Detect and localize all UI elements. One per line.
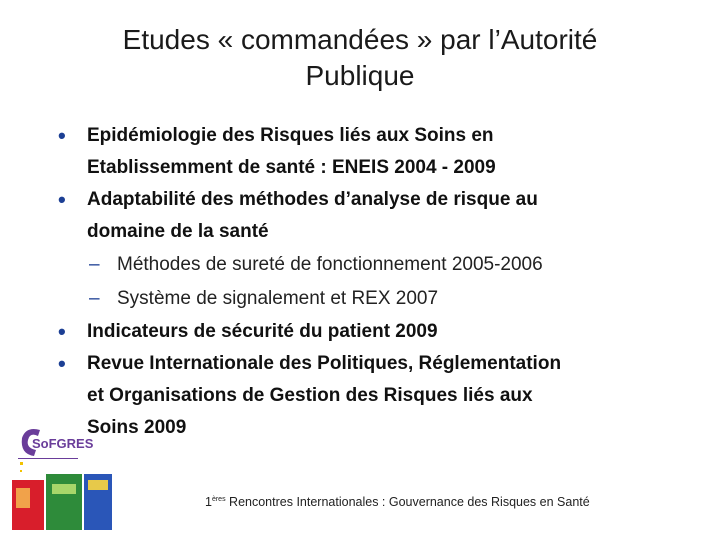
sub-bullet-marker: – <box>89 254 100 275</box>
logo-tile-sun <box>88 480 108 490</box>
bullet-line: et Organisations de Gestion des Risques liés aux <box>87 385 533 406</box>
bullet-line: Indicateurs de sécurité du patient 2009 <box>87 321 438 342</box>
bullet-marker: • <box>58 187 66 212</box>
sub-bullet-text: Système de signalement et REX 2007 <box>117 288 439 309</box>
bullet-line: Soins 2009 <box>87 417 187 438</box>
logo-dot <box>20 470 22 472</box>
logo-tile-orange <box>16 488 30 508</box>
bullet-item-revue <box>55 348 695 444</box>
logo-tile-green <box>46 474 82 530</box>
footer-prefix: 1 <box>205 495 212 509</box>
sofgres-logo <box>12 418 112 530</box>
slide-footer <box>205 495 590 509</box>
slide-title-line-1: Etudes « commandées » par l’Autorité <box>122 24 598 55</box>
bullet-marker: • <box>58 123 66 148</box>
bullet-marker: • <box>58 319 66 344</box>
bullet-item-eneis <box>55 120 695 184</box>
bullet-item-indicateurs <box>55 316 695 348</box>
sub-bullet-item-signalement <box>55 282 695 316</box>
sub-bullet-item-surete <box>55 248 695 282</box>
bullet-line: Etablissemment de santé : ENEIS 2004 - 2009 <box>87 157 496 178</box>
logo-dot <box>20 462 23 465</box>
slide-title <box>40 22 680 94</box>
slide-title-line-2: Publique <box>305 60 415 91</box>
footer-text: Rencontres Internationales : Gouvernance des Risques en Santé <box>225 495 590 509</box>
footer-superscript: ères <box>211 495 226 503</box>
bullet-marker: • <box>58 351 66 376</box>
bullet-item-adaptabilite <box>55 184 695 248</box>
bullet-line: domaine de la santé <box>87 221 269 242</box>
logo-tile-highlight <box>52 484 76 494</box>
logo-rule <box>18 458 78 459</box>
bullet-line: Revue Internationale des Politiques, Réglementation <box>87 353 562 374</box>
sub-bullet-marker: – <box>89 288 100 309</box>
sub-bullet-text: Méthodes de sureté de fonctionnement 2005-2006 <box>117 254 543 275</box>
bullet-line: Adaptabilité des méthodes d’analyse de risque au <box>87 189 538 210</box>
slide-content <box>55 120 695 444</box>
bullet-line: Epidémiologie des Risques liés aux Soins en <box>87 125 494 146</box>
logo-wordmark: SoFGRES <box>32 436 94 451</box>
